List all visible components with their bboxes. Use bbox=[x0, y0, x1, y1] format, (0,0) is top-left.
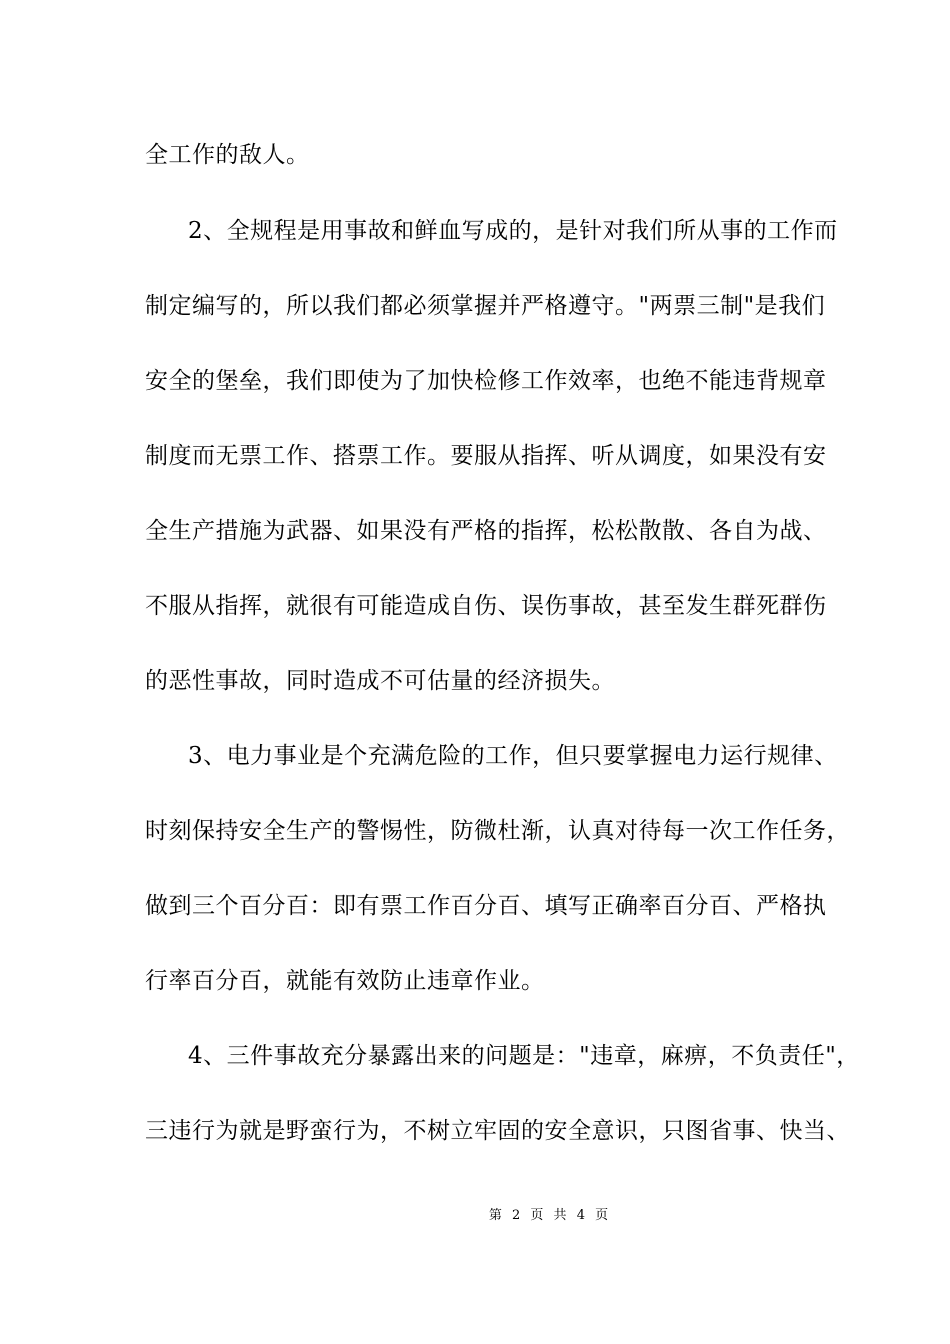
paragraph-2-start: 2、全规程是用事故和鲜血写成的，是针对我们所从事的工作而 bbox=[188, 218, 838, 244]
text-line: 的恶性事故，同时造成不可估量的经济损失。 bbox=[145, 668, 615, 694]
paragraph-3-start: 3、电力事业是个充满危险的工作，但只要掌握电力运行规律、 bbox=[188, 743, 838, 769]
text-line: 制定编写的，所以我们都必须掌握并严格遵守。"两票三制"是我们 bbox=[145, 293, 826, 319]
text-line: 行率百分百，就能有效防止违章作业。 bbox=[145, 968, 545, 994]
page-number-footer: 第 2 页 共 4 页 bbox=[488, 1208, 612, 1223]
text-line: 做到三个百分百：即有票工作百分百、填写正确率百分百、严格执 bbox=[145, 893, 827, 919]
text-line: 制度而无票工作、搭票工作。要服从指挥、听从调度，如果没有安 bbox=[145, 443, 827, 469]
text-line: 三违行为就是野蛮行为，不树立牢固的安全意识，只图省事、快当、 bbox=[145, 1118, 850, 1144]
paragraph-4-start: 4、三件事故充分暴露出来的问题是："违章，麻痹，不负责任"， bbox=[188, 1043, 860, 1069]
text-line: 全生产措施为武器、如果没有严格的指挥，松松散散、各自为战、 bbox=[145, 518, 827, 544]
text-line: 全工作的敌人。 bbox=[145, 142, 310, 168]
text-line: 安全的堡垒，我们即使为了加快检修工作效率，也绝不能违背规章 bbox=[145, 368, 827, 394]
text-line: 不服从指挥，就很有可能造成自伤、误伤事故，甚至发生群死群伤 bbox=[145, 593, 827, 619]
text-line: 时刻保持安全生产的警惕性，防微杜渐，认真对待每一次工作任务， bbox=[145, 818, 850, 844]
